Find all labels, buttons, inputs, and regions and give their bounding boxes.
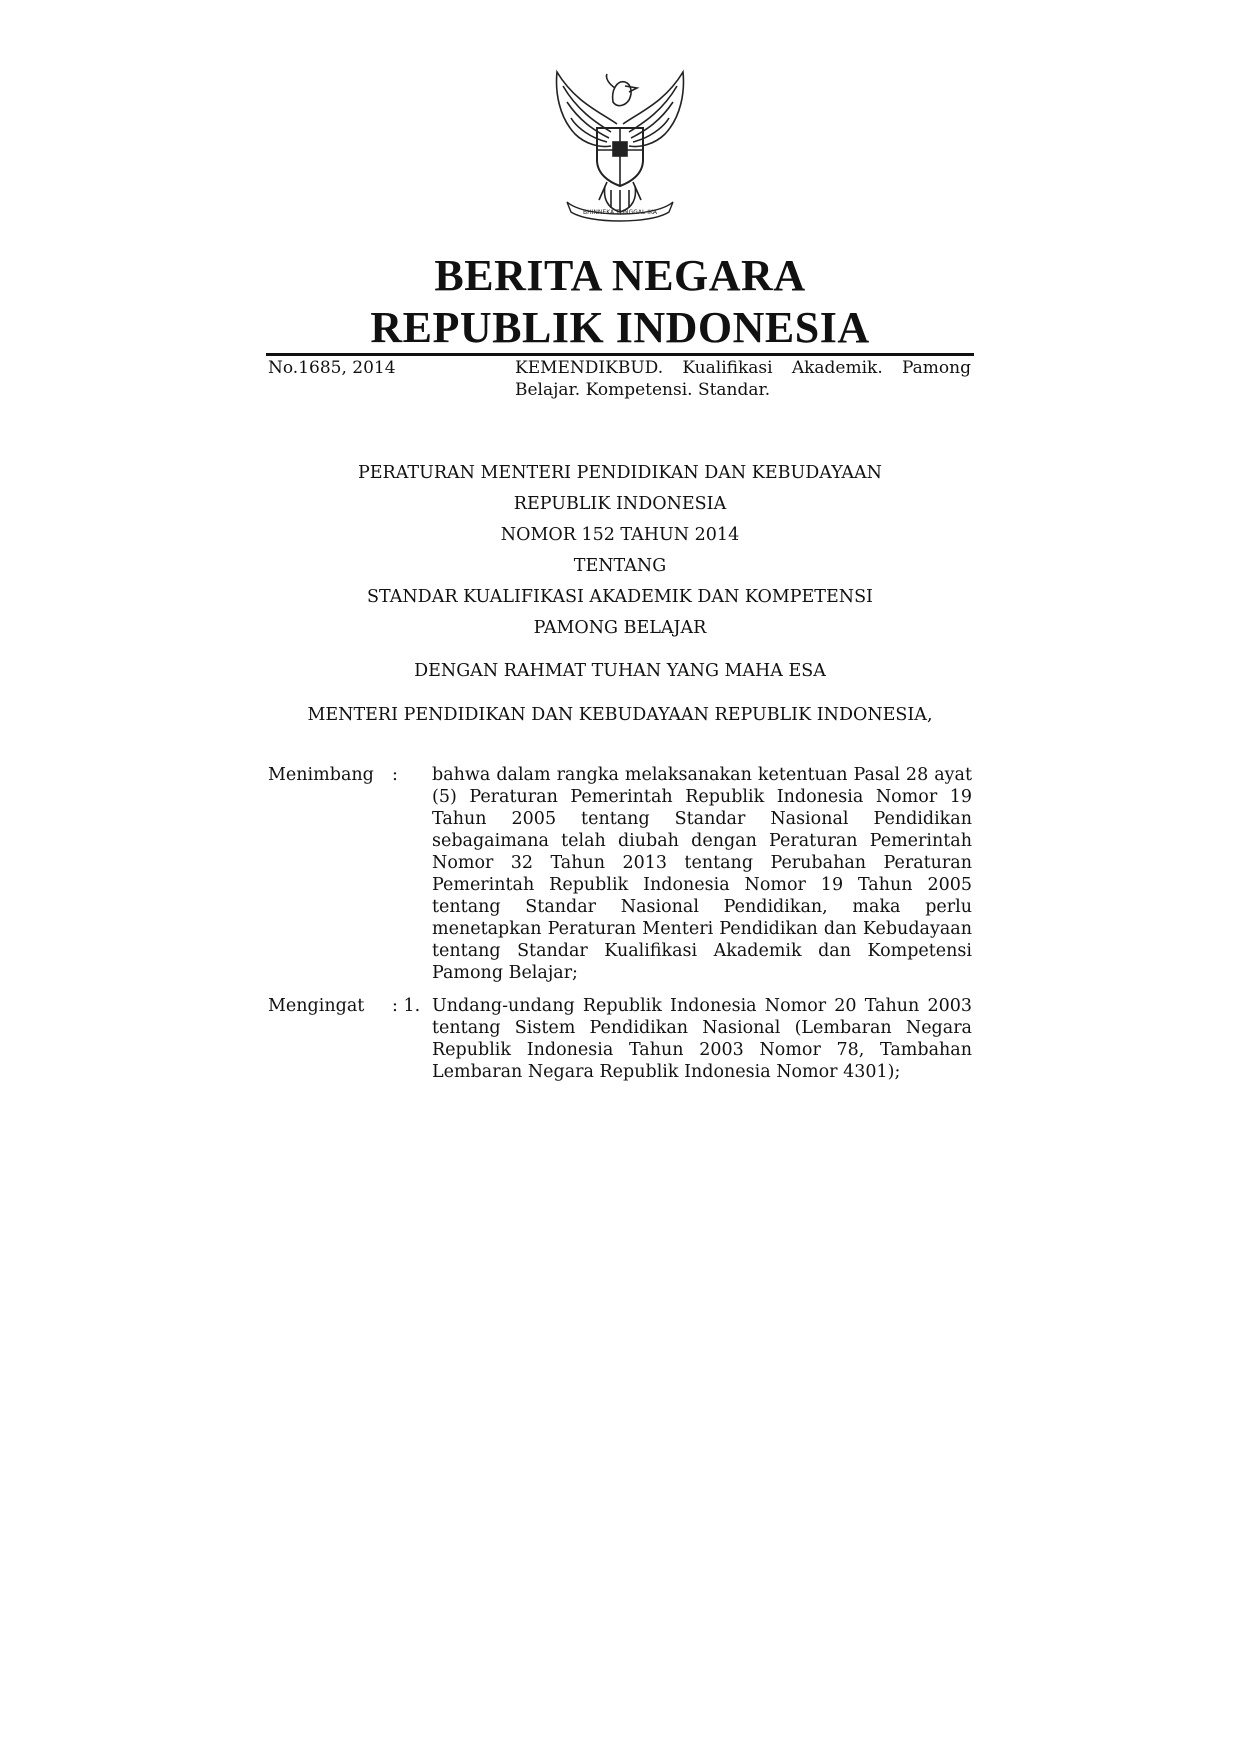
menimbang-label: Menimbang (268, 765, 374, 785)
mengingat-label: Mengingat (268, 996, 365, 1016)
regulation-heading-line: REPUBLIK INDONESIA (513, 494, 727, 514)
mengingat-colon: : 1. (392, 996, 421, 1016)
menimbang-text: bahwa dalam rangka melaksanakan ketentuan Pasal 28 ayat (5) Peraturan Pemerintah Republik Indonesia Nomor 19 Tahun 2005 tentang Standar Nasional Pendidikan sebagaimana telah diubah dengan Peraturan Pemerintah Nomor 32 Tahun 2013 tentang Perubahan Peraturan Pemerintah Republik Indonesia Nomor 19 Tahun 2005 tentang Standar Nasional Pendidikan, maka perlu menetapkan Peraturan Menteri Pendidikan dan Kebudayaan tentang Standar Kualifikasi Akademik dan Kompetensi Pamong Belajar; (432, 765, 972, 983)
garuda-emblem-icon (545, 62, 695, 222)
masthead-title-line2: REPUBLIK INDONESIA (370, 303, 870, 352)
issuer-line: MENTERI PENDIDIKAN DAN KEBUDAYAAN REPUBLIK INDONESIA, (307, 705, 933, 725)
regulation-heading-line: NOMOR 152 TAHUN 2014 (500, 525, 740, 545)
regulation-heading (0, 458, 1240, 644)
masthead-title-line1: BERITA NEGARA (434, 251, 806, 300)
gazette-number: No.1685, 2014 (268, 358, 396, 378)
regulation-heading-line: PERATURAN MENTERI PENDIDIKAN DAN KEBUDAYAAN (358, 463, 882, 483)
gazette-subject: KEMENDIKBUD. Kualifikasi Akademik. Pamong Belajar. Kompetensi. Standar. (515, 358, 971, 400)
regulation-heading-line: TENTANG (573, 556, 667, 576)
regulation-heading-line: PAMONG BELAJAR (533, 618, 707, 638)
menimbang-colon: : (392, 765, 398, 785)
mengingat-text: Undang-undang Republik Indonesia Nomor 20 Tahun 2003 tentang Sistem Pendidikan Nasional (Lembaran Negara Republik Indonesia Tahun 2003 Nomor 78, Tambahan Lembaran Negara Republik Indonesia Nomor 4301); (432, 996, 972, 1082)
svg-text:BHINNEKA TUNGGAL IKA: BHINNEKA TUNGGAL IKA (583, 209, 657, 216)
regulation-heading-line: STANDAR KUALIFIKASI AKADEMIK DAN KOMPETENSI (367, 587, 873, 607)
blessing-line: DENGAN RAHMAT TUHAN YANG MAHA ESA (414, 661, 826, 681)
masthead-rule (266, 353, 974, 356)
